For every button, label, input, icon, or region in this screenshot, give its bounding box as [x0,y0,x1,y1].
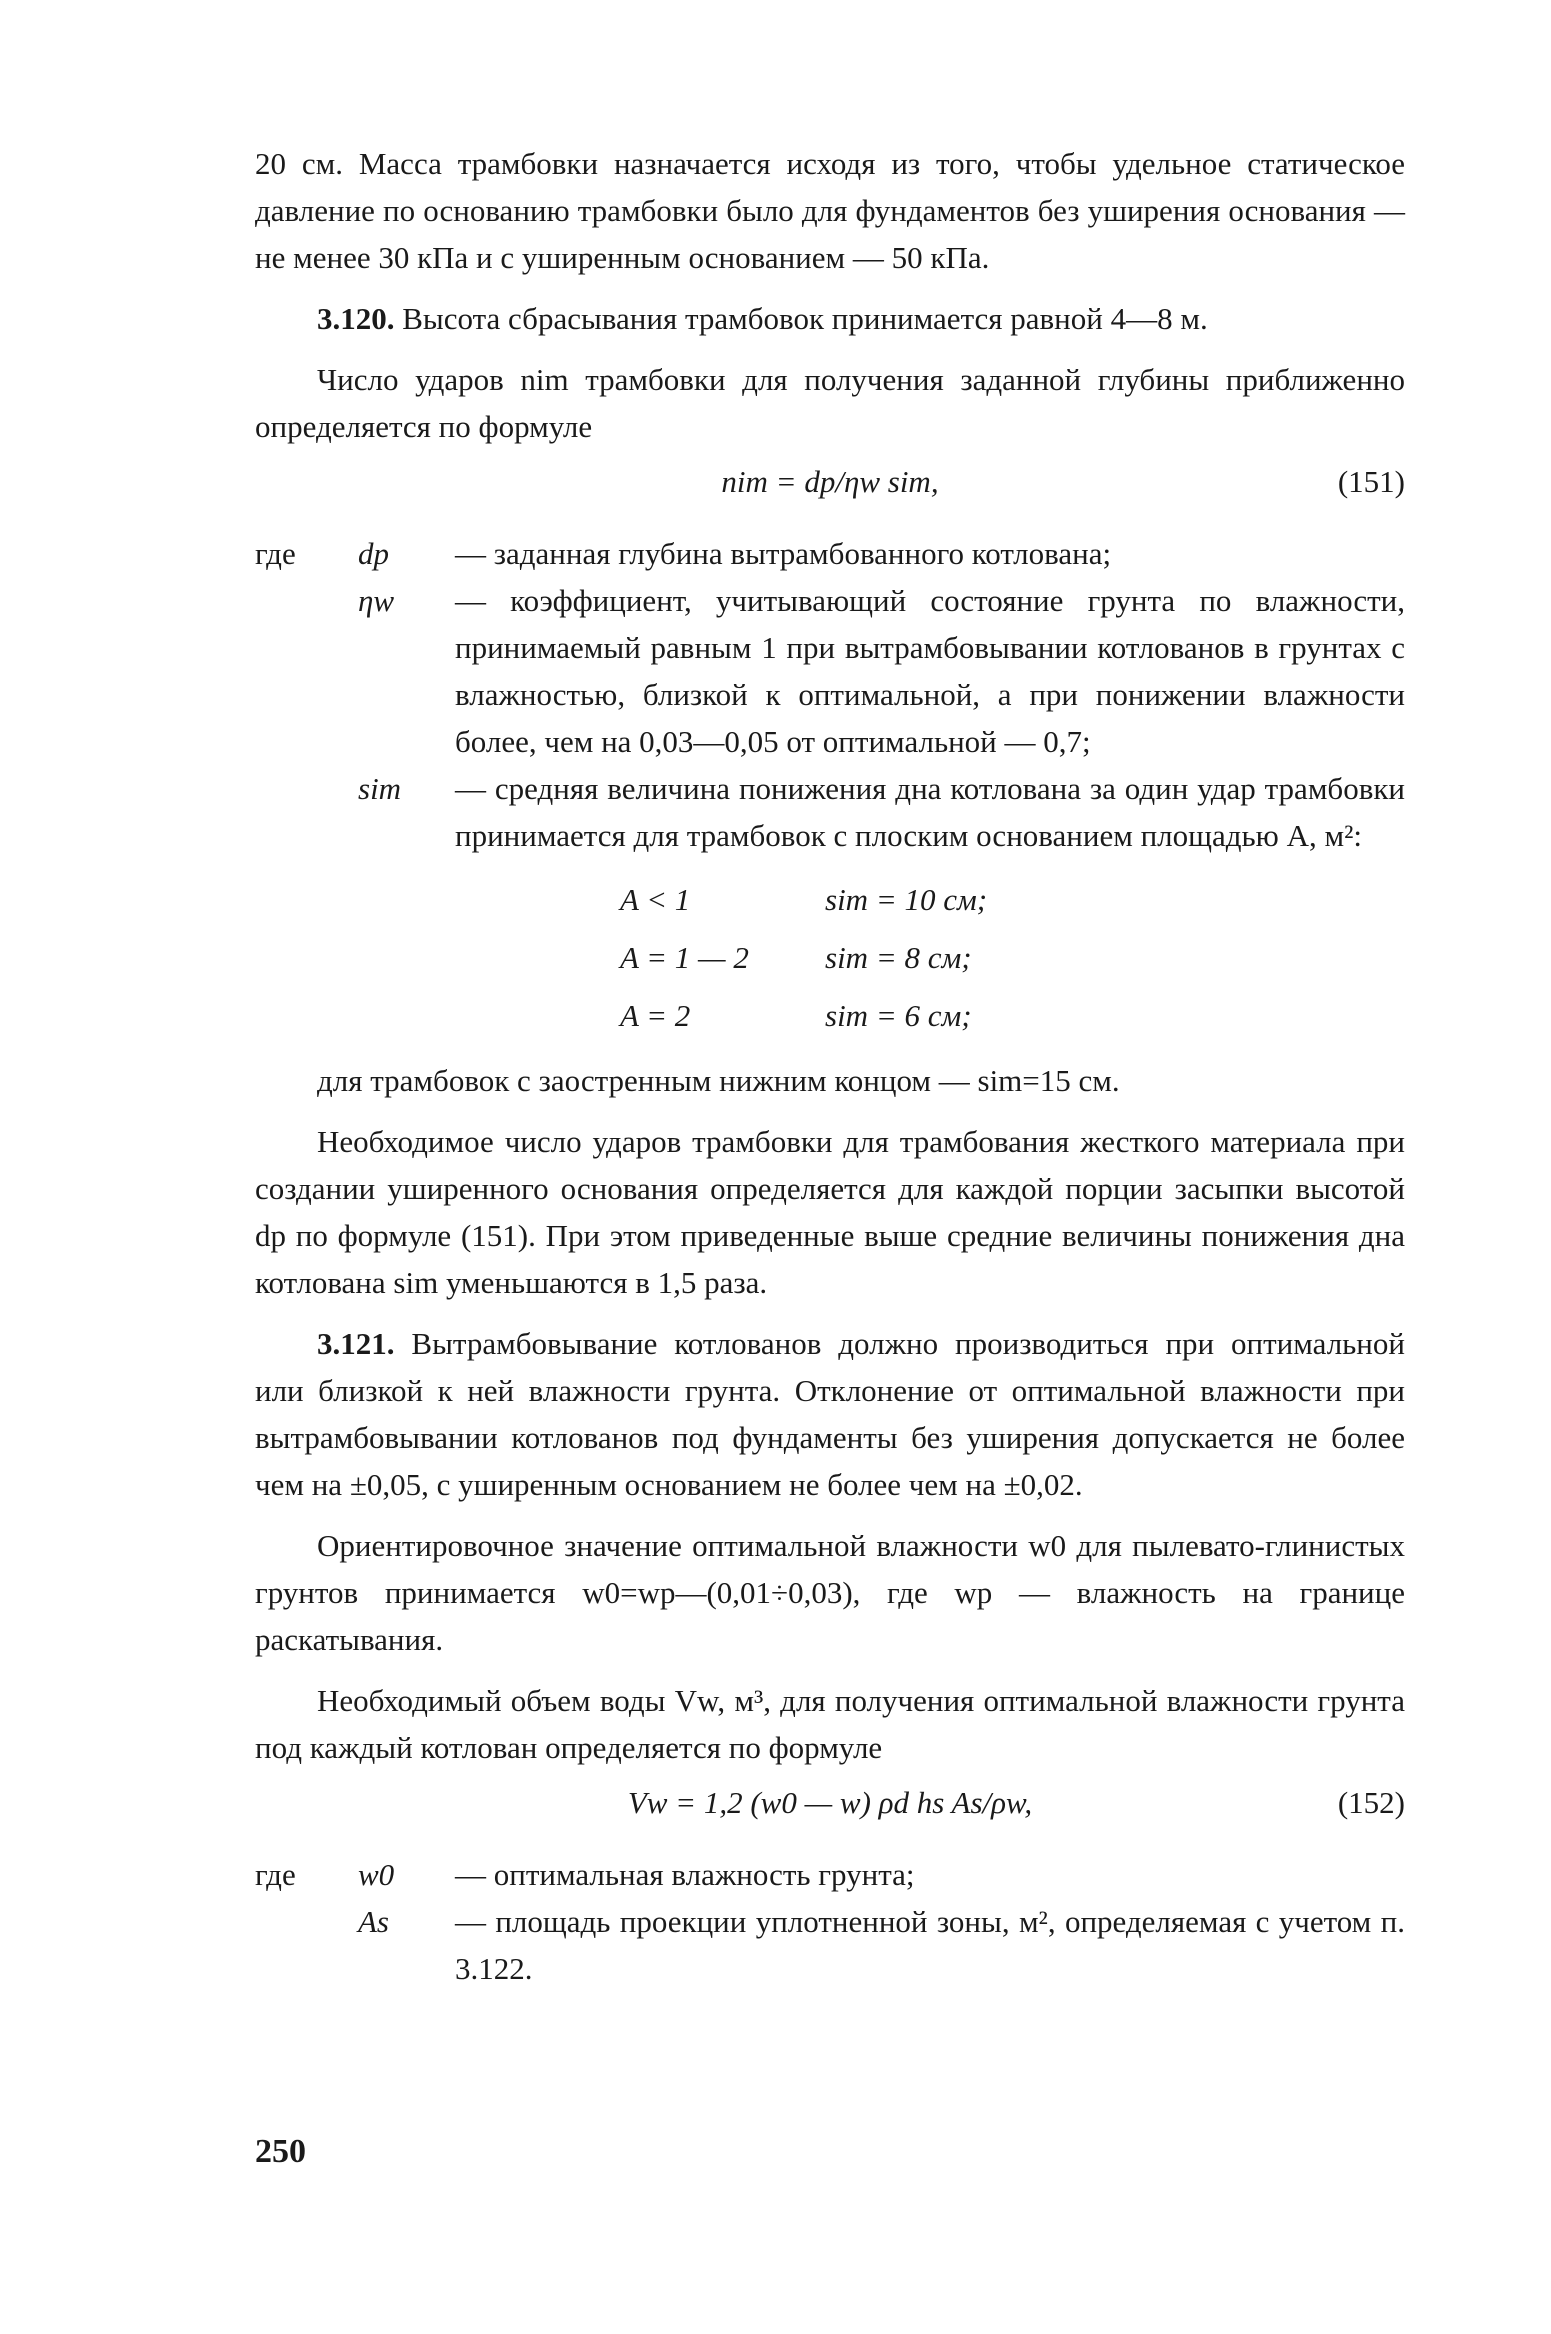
where-definition: — заданная глубина вытрамбованного котлована; [455,536,1112,571]
where-definition: — средняя величина понижения дна котлована за один удар трамбовки принимается для трамбовок с плоским основанием площадью A, м²: [455,771,1405,853]
formula-expression: Vw = 1,2 (w0 — w) ρd hs As/ρw, [627,1785,1033,1820]
where-list-152 [255,1851,1405,1992]
paragraph-3-120 [255,295,1405,342]
where-symbol: dp [358,536,389,571]
where-gde [255,765,350,859]
where-definition: — площадь проекции уплотненной зоны, м², определяемая с учетом п. 3.122. [455,1904,1405,1986]
formula-151 [255,458,1405,520]
where-list-151 [255,530,1405,859]
where-gde: где [255,536,296,571]
clause-text: Высота сбрасывания трамбовок принимается равной 4—8 м. [394,301,1208,336]
case-value: sim = 8 см; [825,940,972,975]
paragraph-8: Необходимый объем воды Vw, м³, для получения оптимальной влажности грунта под каждый котлован определяется по формуле [255,1683,1405,1765]
case-value: sim = 6 см; [825,998,972,1033]
formula-152 [255,1779,1405,1841]
formula-number: (151) [1337,464,1405,499]
case-value: sim = 10 см; [825,882,988,917]
paragraph-4: для трамбовок с заостренным нижним концом — sim=15 см. [317,1063,1120,1098]
where-symbol: As [358,1904,389,1939]
paragraph-3-121 [255,1320,1405,1508]
where-gde: где [255,1857,296,1892]
paragraph-3: Число ударов nim трамбовки для получения заданной глубины приближенно определяется по формуле [255,362,1405,444]
where-symbol: ηw [358,583,395,618]
where-definition: — оптимальная влажность грунта; [455,1857,915,1892]
formula-expression: nim = dp/ηw sim, [721,464,939,499]
where-symbol: sim [358,771,402,806]
where-gde [255,577,350,765]
case-condition: A < 1 [620,882,691,917]
paragraph-5: Необходимое число ударов трамбовки для трамбования жесткого материала при создании уширенного основания определяется для каждой порции засыпки высотой dp по формуле (151). При этом приведенные выше средние величины понижения дна котлована sim уменьшаются в 1,5 раза. [255,1124,1405,1300]
where-symbol: w0 [358,1857,395,1892]
case-condition: A = 2 [620,998,691,1033]
area-cases [620,871,1405,1045]
formula-number: (152) [1337,1785,1405,1820]
clause-number: 3.120. [317,301,395,336]
paragraph-7: Ориентировочное значение оптимальной влажности w0 для пылевато-глинистых грунтов принимается w0=wp—(0,01÷0,03), где wp — влажность на границе раскатывания. [255,1528,1405,1657]
paragraph-1: 20 см. Масса трамбовки назначается исходя из того, чтобы удельное статическое давление по основанию трамбовки было для фундаментов без уширения основания — не менее 30 кПа и с уширенным основанием — 50 кПа. [255,146,1405,275]
clause-number: 3.121. [317,1326,395,1361]
clause-text: Вытрамбовывание котлованов должно производиться при оптимальной или близкой к ней влажности грунта. Отклонение от оптимальной влажности при вытрамбовывании котлованов под фундаменты без уширения допускается не более чем на ±0,05, с уширенным основанием не более чем на ±0,02. [255,1326,1405,1502]
where-gde [255,1898,350,1992]
case-condition: A = 1 — 2 [620,940,749,975]
page-number: 250 [255,2133,306,2170]
where-definition: — коэффициент, учитывающий состояние грунта по влажности, принимаемый равным 1 при вытрамбовывании котлованов в грунтах с влажностью, близкой к оптимальной, а при понижении влажности более, чем на 0,03—0,05 от оптимальной — 0,7; [455,583,1405,759]
page-body [255,140,1405,1992]
